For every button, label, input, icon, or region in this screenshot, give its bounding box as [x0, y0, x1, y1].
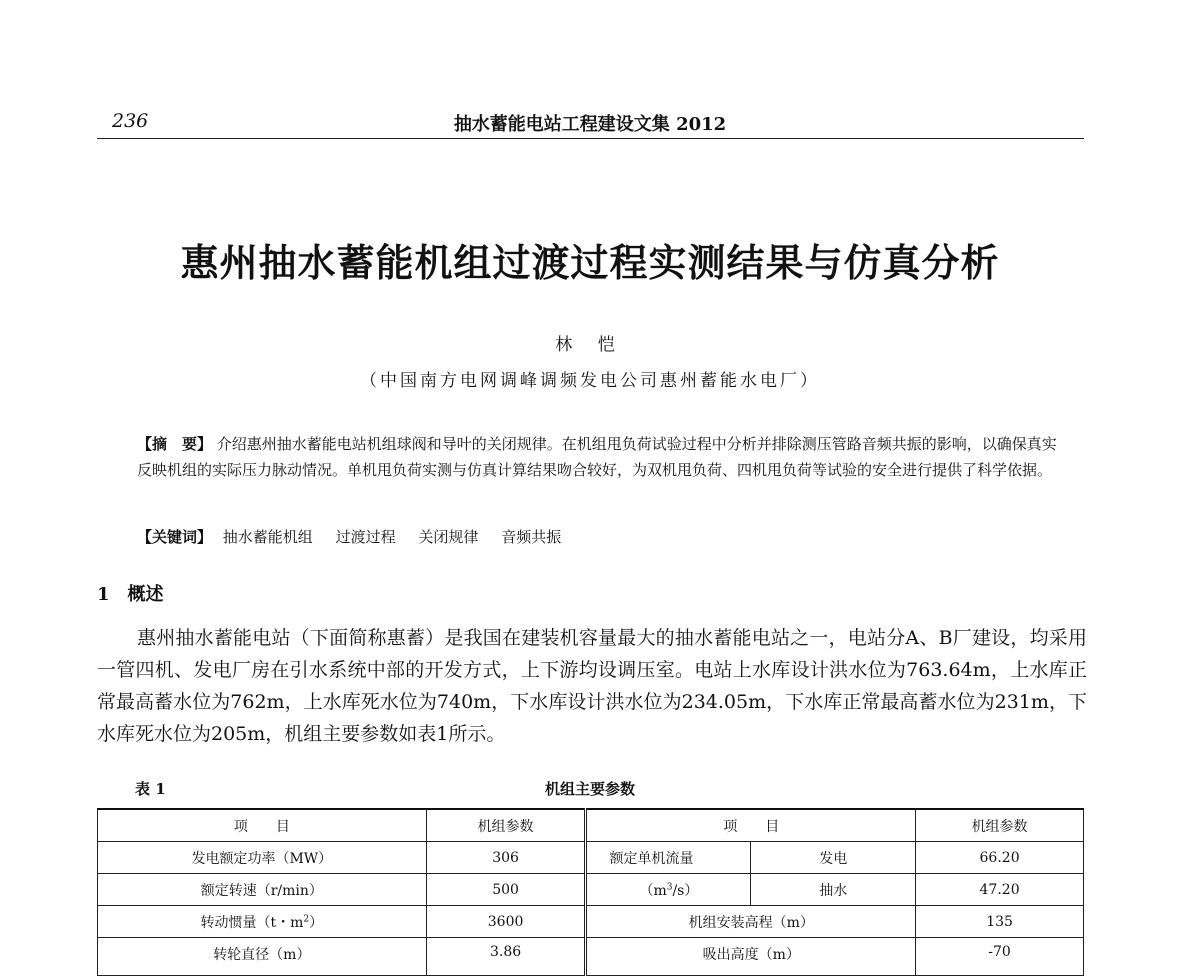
header-cell: 项 目	[98, 809, 427, 842]
inertia-label: 转动惯量（t・m	[200, 914, 304, 931]
table-cell: 3600	[426, 906, 586, 938]
table-cell: 66.20	[916, 842, 1084, 874]
article-title: 惠州抽水蓄能机组过渡过程实测结果与仿真分析	[180, 240, 1000, 285]
table-cell: -70	[916, 938, 1084, 976]
header-cell: 项 目	[586, 809, 916, 842]
table-cell: $(m^3/s)$	[586, 874, 751, 906]
table-row	[98, 906, 1084, 938]
abstract	[137, 431, 1057, 483]
table-cell: 3.86	[426, 938, 586, 976]
table-row	[98, 842, 1084, 874]
header-cell: 机组参数	[426, 809, 586, 842]
keyword: 关闭规律	[418, 528, 479, 546]
table-label: 表 1	[135, 780, 166, 798]
section-number: 1	[97, 584, 110, 605]
table-cell: 转轮直径（m）	[98, 938, 427, 976]
table-row	[98, 874, 1084, 906]
table-cell: 吸出高度（m）	[586, 938, 916, 976]
table-cell: 306	[426, 842, 586, 874]
keyword: 音频共振	[501, 528, 562, 546]
keywords	[137, 526, 1057, 547]
author: 林 恺	[555, 335, 625, 355]
abstract-label: 【摘 要】	[137, 435, 213, 453]
section-title: 概述	[127, 584, 164, 605]
table-header-row	[98, 809, 1084, 842]
body-paragraph: 惠州抽水蓄能电站（下面简称惠蓄）是我国在建装机容量最大的抽水蓄能电站之一，电站分A、B厂建设，均采用一管四机、发电厂房在引水系统中部的开发方式，上下游均设调压室。电站上水库设计洪水位为763.64m，上水库正常最高蓄水位为762m，上水库死水位为740m，下水库设计洪水位为234.05m，下水库正常最高蓄水位为231m，下水库死水位为205m，机组主要参数如表1所示。	[97, 627, 1087, 745]
table-caption: 机组主要参数	[544, 780, 635, 798]
table-cell: 500	[426, 874, 586, 906]
table-cell: 47.20	[916, 874, 1084, 906]
header-cell: 机组参数	[916, 809, 1084, 842]
table-cell: 转动惯量（t・$m^2$）	[98, 906, 427, 938]
table-cell: 额定单机流量	[586, 842, 751, 874]
table-cell: 机组安装高程（m）	[586, 906, 916, 938]
table-cell: 135	[916, 906, 1084, 938]
running-title: 抽水蓄能电站工程建设文集 2012	[453, 114, 727, 135]
table-cell: 额定转速（r/min）	[98, 874, 427, 906]
keyword: 过渡过程	[335, 528, 396, 546]
affiliation: （中国南方电网调峰调频发电公司惠州蓄能水电厂）	[360, 371, 820, 391]
keywords-label: 【关键词】	[137, 528, 213, 546]
header-rule	[97, 138, 1084, 139]
table-cell: 抽水	[751, 874, 916, 906]
table-cell: 发电额定功率（MW）	[98, 842, 427, 874]
section-heading	[97, 580, 164, 606]
abstract-text: 介绍惠州抽水蓄能电站机组球阀和导叶的关闭规律。在机组甩负荷试验过程中分析并排除测压管路音频共振的影响，以确保真实反映机组的实际压力脉动情况。单机甩负荷实测与仿真计算结果吻合较好，为双机甩负荷、四机甩负荷等试验的安全进行提供了科学依据。	[137, 435, 1057, 479]
parameters-table	[97, 808, 1084, 976]
page-number: 236	[112, 110, 149, 132]
table-cell: 发电	[751, 842, 916, 874]
keyword: 抽水蓄能机组	[222, 528, 313, 546]
flow-unit: （m	[639, 882, 667, 899]
